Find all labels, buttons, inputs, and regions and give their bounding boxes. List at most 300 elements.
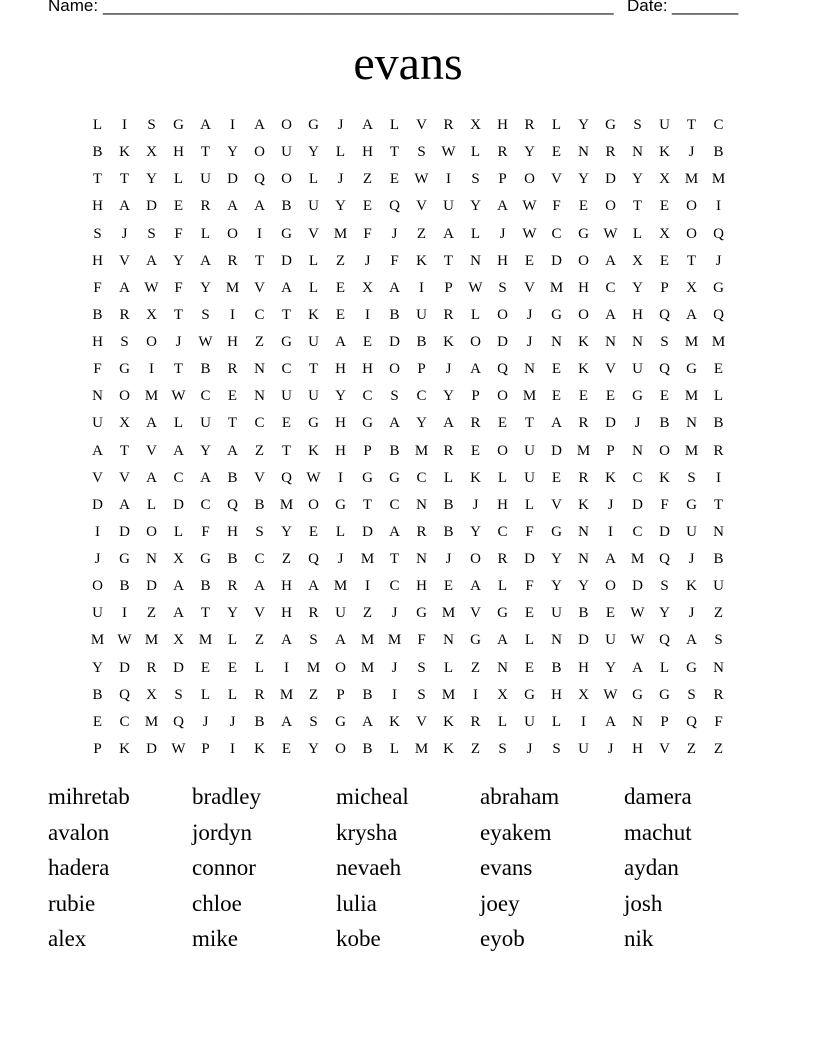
grid-letter: D [578,632,589,649]
grid-letter: I [338,469,343,486]
grid-letter: B [416,334,427,350]
grid-letter: B [362,740,373,757]
grid-letter: X [659,225,670,242]
grid-letter: F [363,225,372,242]
grid-letter: R [146,659,157,676]
grid-letter: A [146,469,157,486]
grid-letter: T [173,306,184,323]
grid-letter: U [308,334,319,350]
grid-letter: B [551,659,562,676]
grid-letter: Z [362,605,373,622]
grid-letter: K [659,469,670,486]
grid-letter: E [173,198,184,215]
grid-letter: Q [659,551,670,567]
grid-letter: D [146,578,157,595]
grid-letter: A [281,713,292,730]
grid-letter: Z [308,686,319,703]
grid-letter: L [173,415,184,432]
grid-letter: V [416,713,427,730]
grid-letter: L [200,686,211,703]
grid-letter: Q [659,632,670,649]
grid-letter: N [578,523,589,540]
grid-letter: O [686,198,697,215]
grid-letter: D [389,334,400,350]
word-list-item: avalon [48,819,110,845]
grid-letter: F [93,279,102,296]
grid-letter: V [416,117,427,133]
grid-letter: I [284,659,289,676]
grid-letter: C [281,361,292,378]
grid-letter: Q [713,225,724,242]
grid-letter: L [551,117,562,133]
grid-letter: U [335,605,346,622]
grid-letter: H [281,605,292,622]
grid-letter: A [551,415,562,432]
grid-letter: C [254,415,265,432]
grid-letter: W [522,225,537,242]
grid-letter: M [144,388,159,405]
grid-row [84,492,732,519]
grid-letter: S [120,334,129,350]
grid-letter: H [362,144,373,161]
grid-letter: R [470,713,481,730]
grid-letter: C [389,496,400,513]
grid-letter: L [308,279,319,296]
grid-letter: Z [335,252,346,269]
grid-letter: E [362,198,373,215]
grid-letter: N [578,144,589,161]
grid-letter: D [551,442,562,459]
grid-letter: J [445,551,452,567]
grid-letter: K [578,361,589,378]
grid-letter: E [551,469,562,486]
grid-letter: R [578,469,589,486]
grid-letter: W [468,279,483,296]
grid-letter: G [308,117,319,133]
grid-letter: U [281,388,292,405]
grid-letter: X [146,686,157,703]
grid-letter: S [687,469,696,486]
grid-letter: Y [92,659,103,676]
grid-letter: J [472,496,479,513]
grid-letter: U [659,117,670,133]
grid-letter: B [389,306,400,323]
grid-letter: F [93,361,102,378]
grid-letter: L [308,171,319,188]
grid-letter: A [686,632,697,649]
grid-letter: Q [686,713,697,730]
grid-letter: O [335,740,346,757]
grid-letter: A [497,198,508,215]
grid-letter: S [390,388,399,405]
grid-letter: G [659,686,670,703]
grid-letter: A [119,198,130,215]
grid-letter: A [281,632,292,649]
grid-letter: O [92,578,103,595]
grid-letter: O [119,388,130,405]
grid-letter: V [524,279,535,296]
grid-letter: J [688,551,695,567]
grid-letter: E [659,388,670,405]
grid-letter: U [92,605,103,622]
grid-letter: U [524,442,535,459]
grid-letter: G [335,496,346,513]
grid-letter: D [362,523,373,540]
grid-letter: M [630,551,645,567]
grid-letter: Y [200,279,211,296]
grid-row [84,438,732,465]
grid-letter: T [686,117,697,133]
grid-letter: U [578,740,589,757]
grid-letter: T [686,252,697,269]
grid-letter: E [659,198,670,215]
grid-letter: S [714,632,723,649]
word-list-item: nevaeh [336,855,402,881]
grid-letter: R [227,578,238,595]
grid-letter: A [389,279,400,296]
grid-letter: P [201,740,210,757]
grid-letter: B [713,144,724,161]
grid-letter: O [659,442,670,459]
grid-row [84,139,732,166]
grid-letter: W [198,334,213,350]
grid-letter: R [713,442,724,459]
grid-letter: D [119,659,130,676]
grid-row [84,248,732,275]
grid-letter: R [497,551,508,567]
grid-letter: C [200,388,211,405]
grid-letter: O [146,523,157,540]
grid-letter: M [279,686,294,703]
grid-letter: B [200,578,211,595]
grid-letter: E [92,713,103,730]
grid-letter: M [414,740,429,757]
grid-letter: R [308,605,319,622]
grid-letter: O [470,551,481,567]
grid-letter: T [713,496,724,513]
grid-letter: H [173,144,184,161]
grid-letter: O [227,225,238,242]
grid-letter: K [578,334,589,350]
grid-letter: G [362,469,373,486]
grid-letter: A [200,469,211,486]
grid-letter: C [173,469,184,486]
grid-letter: I [230,117,235,133]
grid-letter: H [632,740,643,757]
grid-letter: E [281,740,292,757]
grid-letter: D [659,523,670,540]
grid-letter: L [227,632,238,649]
grid-letter: P [606,442,615,459]
grid-letter: O [497,388,508,405]
grid-letter: B [713,415,724,432]
grid-letter: M [711,171,726,188]
grid-letter: L [524,632,535,649]
grid-letter: I [365,306,370,323]
grid-letter: B [659,415,670,432]
grid-letter: M [198,632,213,649]
word-list-item: josh [624,890,663,916]
grid-letter: D [605,415,616,432]
grid-letter: D [551,252,562,269]
grid-letter: X [146,144,157,161]
grid-letter: E [227,659,238,676]
grid-letter: R [227,361,238,378]
grid-letter: Z [362,171,373,188]
grid-letter: G [605,117,616,133]
word-list-item: eyob [480,926,525,952]
grid-letter: W [630,605,645,622]
grid-letter: X [578,686,589,703]
grid-row [84,682,732,709]
grid-letter: V [119,469,130,486]
grid-letter: S [498,740,507,757]
grid-letter: E [713,361,724,378]
grid-letter: Q [713,306,724,323]
grid-letter: H [92,252,103,269]
grid-letter: O [281,171,292,188]
grid-letter: I [257,225,262,242]
grid-letter: Y [443,388,454,405]
grid-letter: X [173,551,184,567]
grid-letter: J [526,306,533,323]
grid-letter: T [119,442,130,459]
grid-letter: U [524,469,535,486]
grid-row [84,573,732,600]
grid-letter: B [92,306,103,323]
grid-letter: G [308,415,319,432]
grid-letter: X [686,279,697,296]
grid-letter: G [551,306,562,323]
grid-letter: F [552,198,561,215]
grid-row [84,166,732,193]
grid-letter: Y [551,551,562,567]
grid-letter: K [443,713,454,730]
grid-letter: I [365,578,370,595]
grid-letter: E [308,523,319,540]
grid-letter: E [659,252,670,269]
grid-letter: L [92,117,103,133]
grid-letter: O [497,442,508,459]
grid-letter: A [497,632,508,649]
grid-letter: N [551,632,562,649]
grid-letter: X [470,117,481,133]
grid-letter: Y [578,578,589,595]
grid-letter: C [119,713,130,730]
date-label: Date: [627,0,668,15]
grid-letter: A [389,415,400,432]
grid-letter: L [632,225,643,242]
grid-letter: B [227,551,238,567]
grid-letter: Y [470,523,481,540]
grid-letter: C [416,469,427,486]
grid-letter: K [254,740,265,757]
grid-letter: J [391,659,398,676]
grid-letter: N [632,144,643,161]
grid-row [84,356,732,383]
grid-letter: U [713,578,724,595]
grid-letter: K [578,496,589,513]
grid-letter: W [441,144,456,161]
grid-letter: F [417,632,426,649]
grid-letter: R [200,198,211,215]
grid-letter: I [122,117,127,133]
grid-letter: J [337,551,344,567]
word-list [48,780,768,958]
grid-letter: R [524,117,535,133]
grid-letter: F [525,523,534,540]
grid-letter: V [308,225,319,242]
grid-letter: Y [146,171,157,188]
grid-letter: E [281,415,292,432]
grid-letter: R [227,252,238,269]
grid-letter: Y [578,117,589,133]
grid-letter: B [254,496,265,513]
grid-letter: J [121,225,128,242]
grid-letter: M [414,442,429,459]
grid-letter: L [470,225,481,242]
grid-letter: J [364,252,371,269]
grid-letter: L [173,171,184,188]
grid-letter: S [660,578,669,595]
word-list-item: bradley [192,784,261,809]
grid-letter: G [470,632,481,649]
grid-letter: Q [281,469,292,486]
grid-row [84,655,732,682]
grid-letter: Y [605,659,616,676]
grid-letter: B [92,144,103,161]
name-label: Name: [48,0,99,15]
worksheet-header [48,0,748,20]
grid-letter: H [632,306,643,323]
grid-letter: R [443,442,454,459]
grid-row [84,736,732,763]
grid-letter: P [417,361,426,378]
grid-letter: Y [200,442,211,459]
grid-letter: M [711,334,726,350]
grid-letter: Q [497,361,508,378]
grid-letter: O [281,117,292,133]
grid-letter: G [686,361,697,378]
word-list-item: machut [624,819,692,845]
grid-letter: G [578,225,589,242]
grid-letter: U [605,632,616,649]
grid-letter: H [227,334,238,350]
grid-letter: O [335,659,346,676]
grid-letter: O [605,198,616,215]
grid-letter: A [605,306,616,323]
grid-letter: J [607,496,614,513]
grid-letter: G [632,686,643,703]
grid-letter: G [281,334,292,350]
grid-letter: I [230,740,235,757]
word-list-item: eyakem [480,819,552,845]
grid-letter: X [119,415,130,432]
grid-letter: C [713,117,724,133]
grid-letter: H [227,523,238,540]
grid-letter: U [200,171,211,188]
grid-row [84,193,732,220]
grid-letter: B [713,551,724,567]
grid-letter: L [443,469,454,486]
grid-letter: U [200,415,211,432]
grid-letter: P [444,279,453,296]
grid-letter: H [335,415,346,432]
grid-letter: N [524,361,535,378]
grid-letter: Q [227,496,238,513]
grid-letter: H [92,198,103,215]
grid-letter: R [605,144,616,161]
grid-letter: M [306,659,321,676]
grid-letter: Y [227,605,238,622]
grid-letter: V [551,171,562,188]
grid-letter: C [200,496,211,513]
grid-letter: E [470,442,481,459]
grid-letter: C [254,306,265,323]
grid-letter: O [578,252,589,269]
grid-letter: H [551,686,562,703]
grid-letter: C [497,523,508,540]
grid-letter: Y [578,171,589,188]
word-list-item: jordyn [192,819,253,845]
grid-letter: S [309,632,318,649]
grid-letter: N [713,523,724,540]
grid-letter: D [227,171,238,188]
grid-letter: I [392,686,397,703]
grid-letter: E [335,306,346,323]
grid-letter: W [117,632,132,649]
grid-letter: T [227,415,238,432]
grid-letter: J [175,334,182,350]
grid-letter: V [470,605,481,622]
grid-letter: W [522,198,537,215]
grid-letter: A [173,578,184,595]
grid-row [84,627,732,654]
grid-letter: Y [659,605,670,622]
grid-letter: A [470,578,481,595]
grid-letter: P [336,686,345,703]
grid-letter: R [443,117,454,133]
grid-row [84,275,732,302]
grid-letter: L [497,713,508,730]
grid-letter: A [308,578,319,595]
grid-letter: G [416,605,427,622]
grid-letter: G [119,551,130,567]
grid-letter: J [715,252,722,269]
grid-letter: P [498,171,507,188]
grid-letter: M [333,225,348,242]
grid-letter: L [470,306,481,323]
grid-letter: Y [416,415,427,432]
grid-letter: I [473,686,478,703]
grid-letter: T [389,551,400,567]
grid-letter: F [174,279,183,296]
grid-letter: W [144,279,159,296]
grid-letter: I [149,361,154,378]
grid-letter: E [362,334,373,350]
grid-letter: T [308,361,319,378]
grid-letter: E [551,144,562,161]
grid-letter: H [362,361,373,378]
grid-letter: Y [632,171,643,188]
grid-letter: S [471,171,480,188]
grid-letter: Y [335,388,346,405]
grid-letter: E [227,388,238,405]
grid-letter: H [578,659,589,676]
grid-letter: L [308,252,319,269]
grid-letter: J [688,144,695,161]
grid-letter: P [471,388,480,405]
